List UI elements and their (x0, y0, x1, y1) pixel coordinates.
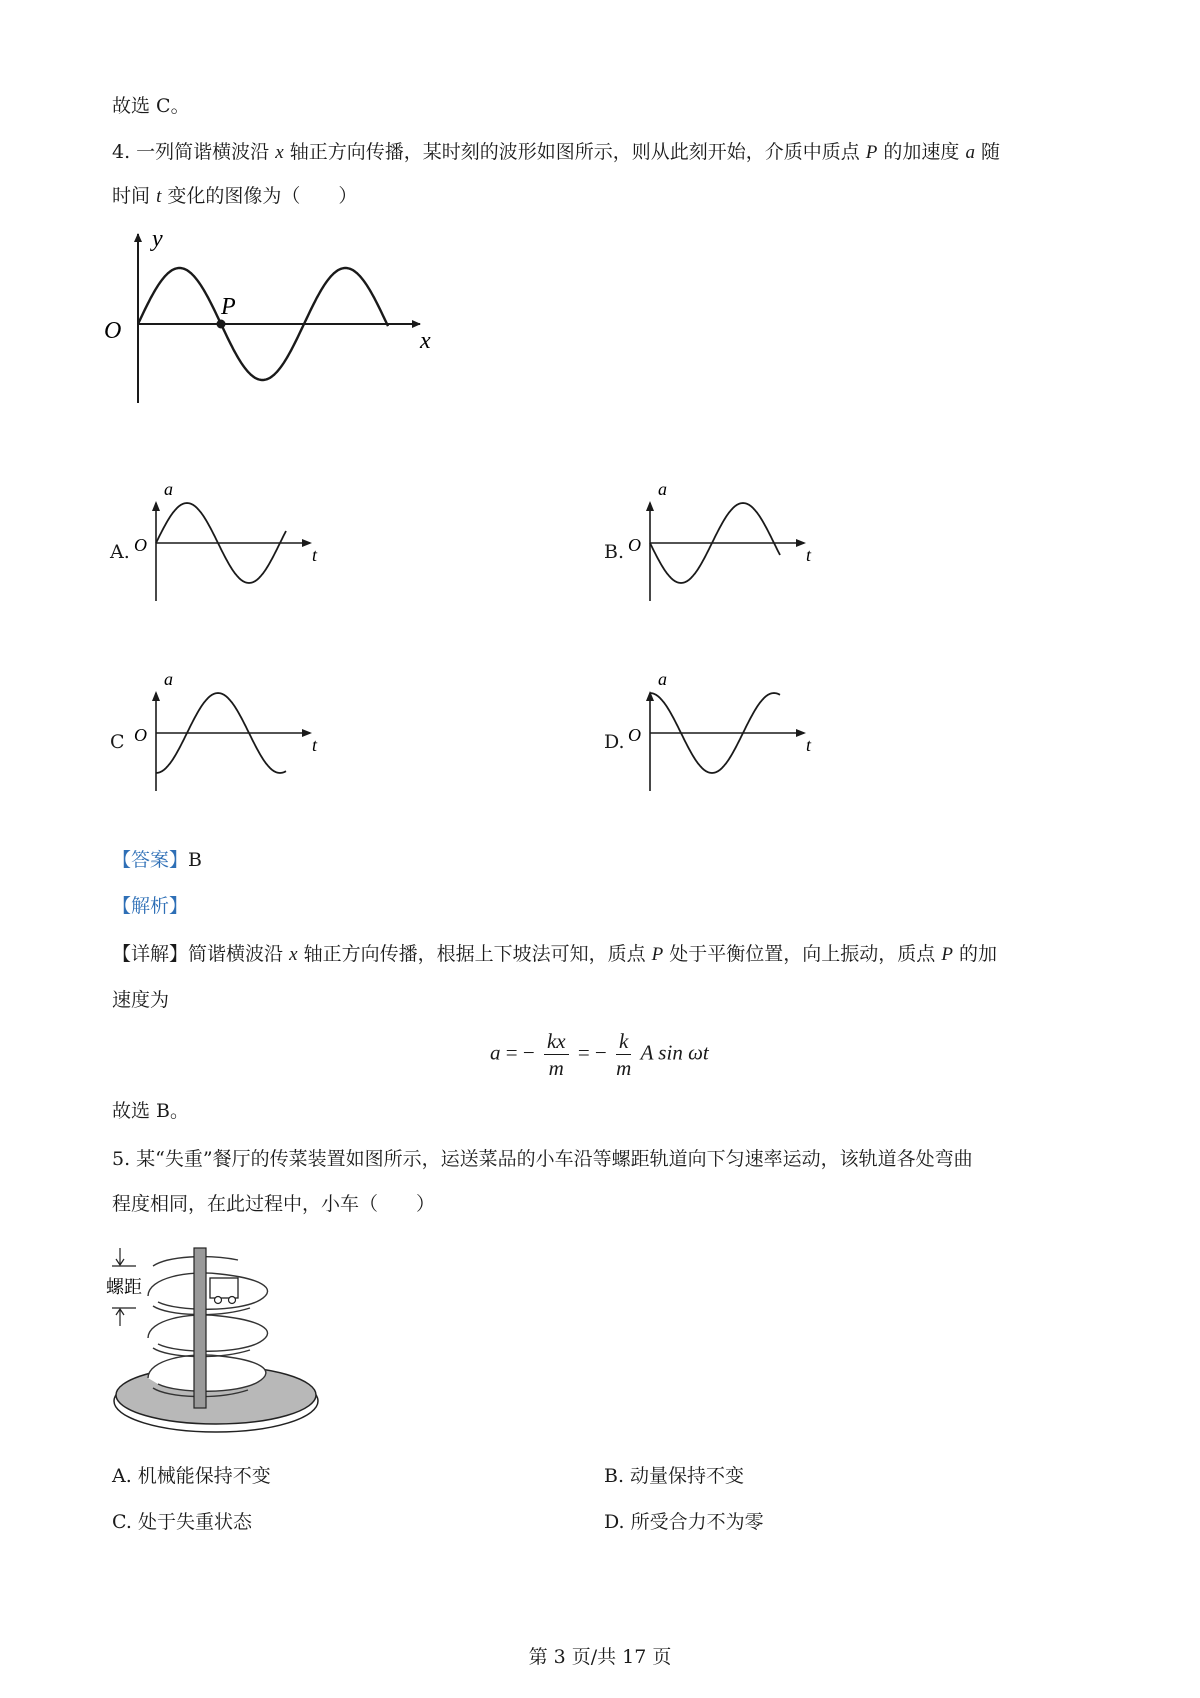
q4-stem-part1: 4. 一列简谐横波沿 (112, 141, 270, 163)
analysis-line (112, 892, 188, 920)
wave-graph (104, 226, 468, 408)
q4-stem-P: P (865, 142, 878, 163)
spiral-track-figure (108, 1238, 348, 1438)
formula-eq1: = − (505, 1040, 535, 1065)
q5-option-D: D. 所受合力不为零 (604, 1511, 764, 1533)
option-B-origin-label: O (628, 535, 641, 555)
q4-stem-a: a (965, 142, 975, 163)
formula-eq2: = − (577, 1040, 607, 1065)
detail-part4: 的加 (959, 943, 998, 965)
x-axis-label: x (420, 328, 431, 354)
answer-value: B (188, 849, 202, 871)
q4-conclusion: 故选 B。 (112, 1100, 190, 1122)
formula-frac1 (544, 1028, 569, 1081)
option-B-svg (628, 476, 854, 636)
option-C-letter: C (110, 731, 125, 753)
cart (210, 1278, 238, 1298)
detail-line1 (112, 940, 997, 969)
formula-frac2 (616, 1028, 631, 1081)
option-D-vaxis-label: a (658, 669, 667, 689)
option-A-vaxis-label: a (164, 479, 173, 499)
formula-lhs: a (490, 1040, 501, 1065)
wave-figure (104, 226, 468, 408)
option-D-haxis-arrow (796, 729, 806, 737)
prev-conclusion: 故选 C。 (112, 95, 190, 117)
detail-x: x (289, 944, 298, 965)
formula-tail: A sin ωt (640, 1040, 709, 1065)
point-P-dot (217, 320, 226, 329)
detail-tag: 【详解】 (112, 943, 189, 965)
page-footer: 第 3 页/共 17 页 (528, 1646, 672, 1668)
option-B-letter: B. (604, 541, 625, 563)
acceleration-formula (490, 1028, 709, 1081)
option-C-haxis-label: t (312, 735, 318, 755)
point-P-label: P (221, 294, 236, 320)
q5-stem-line2: 程度相同，在此过程中，小车（ ） (112, 1193, 436, 1215)
option-A-origin-label: O (134, 535, 147, 555)
option-D-letter: D. (604, 731, 625, 753)
q4-stem-line1 (112, 138, 1000, 167)
option-C-graph (134, 666, 360, 826)
q4-stem-x: x (275, 142, 284, 163)
cart-wheel-right (229, 1297, 236, 1304)
q4-stem-part3: 的加速度 (883, 141, 960, 163)
q5-option-B: B. 动量保持不变 (604, 1465, 745, 1487)
option-A-letter: A. (110, 541, 130, 563)
detail-part1: 简谐横波沿 (188, 943, 284, 965)
option-B-haxis-arrow (796, 539, 806, 547)
formula-frac1-num: kx (544, 1028, 569, 1055)
formula-frac2-den: m (616, 1056, 632, 1080)
formula-frac2-num: k (616, 1028, 631, 1055)
option-B-vaxis-arrow (646, 501, 654, 511)
option-A-haxis-arrow (302, 539, 312, 547)
y-axis-label: y (152, 226, 163, 252)
pitch-arrow-up (116, 1309, 124, 1326)
detail-P2: P (941, 944, 953, 965)
detail-part2: 轴正方向传播，根据上下坡法可知，质点 (303, 943, 646, 965)
option-B-graph (628, 476, 854, 636)
detail-P1: P (651, 944, 664, 965)
cart-wheel-left (215, 1297, 222, 1304)
answer-line (112, 846, 202, 874)
detail-line2: 速度为 (112, 989, 170, 1011)
spiral-track (148, 1257, 268, 1397)
q4-stem2-part2: 变化的图像为（ ） (167, 185, 358, 207)
option-D-graph (628, 666, 854, 826)
option-C-vaxis-arrow (152, 691, 160, 701)
spiral-track-drawing (108, 1238, 348, 1438)
formula-frac1-den: m (548, 1056, 564, 1080)
q5-stem-line1: 5. 某“失重”餐厅的传菜装置如图所示，运送菜品的小车沿等螺距轨道向下匀速率运动，该轨道各处弯曲 (112, 1148, 973, 1170)
detail-part3: 处于平衡位置，向上振动，质点 (669, 943, 936, 965)
option-D-haxis-label: t (806, 735, 812, 755)
option-A-graph (134, 476, 360, 636)
option-A-vaxis-arrow (152, 501, 160, 511)
option-B-haxis-label: t (806, 545, 812, 565)
q4-stem-part2: 轴正方向传播，某时刻的波形如图所示，则从此刻开始，介质中质点 (289, 141, 860, 163)
option-A-haxis-label: t (312, 545, 318, 565)
option-D-svg (628, 666, 854, 826)
answer-tag: 【答案】 (112, 849, 189, 871)
pitch-label: 螺距 (106, 1277, 142, 1298)
q5-option-C: C. 处于失重状态 (112, 1511, 252, 1533)
q5-option-A: A. 机械能保持不变 (112, 1465, 271, 1487)
pitch-arrow-down (116, 1248, 124, 1265)
q4-stem-part4: 随 (981, 141, 1001, 163)
q4-stem-line2 (112, 182, 357, 211)
option-C-svg (134, 666, 360, 826)
central-pole (194, 1248, 206, 1408)
option-C-vaxis-label: a (164, 669, 173, 689)
option-A-svg (134, 476, 360, 636)
option-C-haxis-arrow (302, 729, 312, 737)
option-D-vaxis-arrow (646, 691, 654, 701)
origin-label: O (104, 318, 122, 344)
option-D-origin-label: O (628, 725, 641, 745)
q4-stem2-part1: 时间 (112, 185, 151, 207)
q4-stem2-t: t (156, 186, 162, 207)
option-C-origin-label: O (134, 725, 147, 745)
option-B-vaxis-label: a (658, 479, 667, 499)
analysis-tag: 【解析】 (112, 895, 189, 917)
